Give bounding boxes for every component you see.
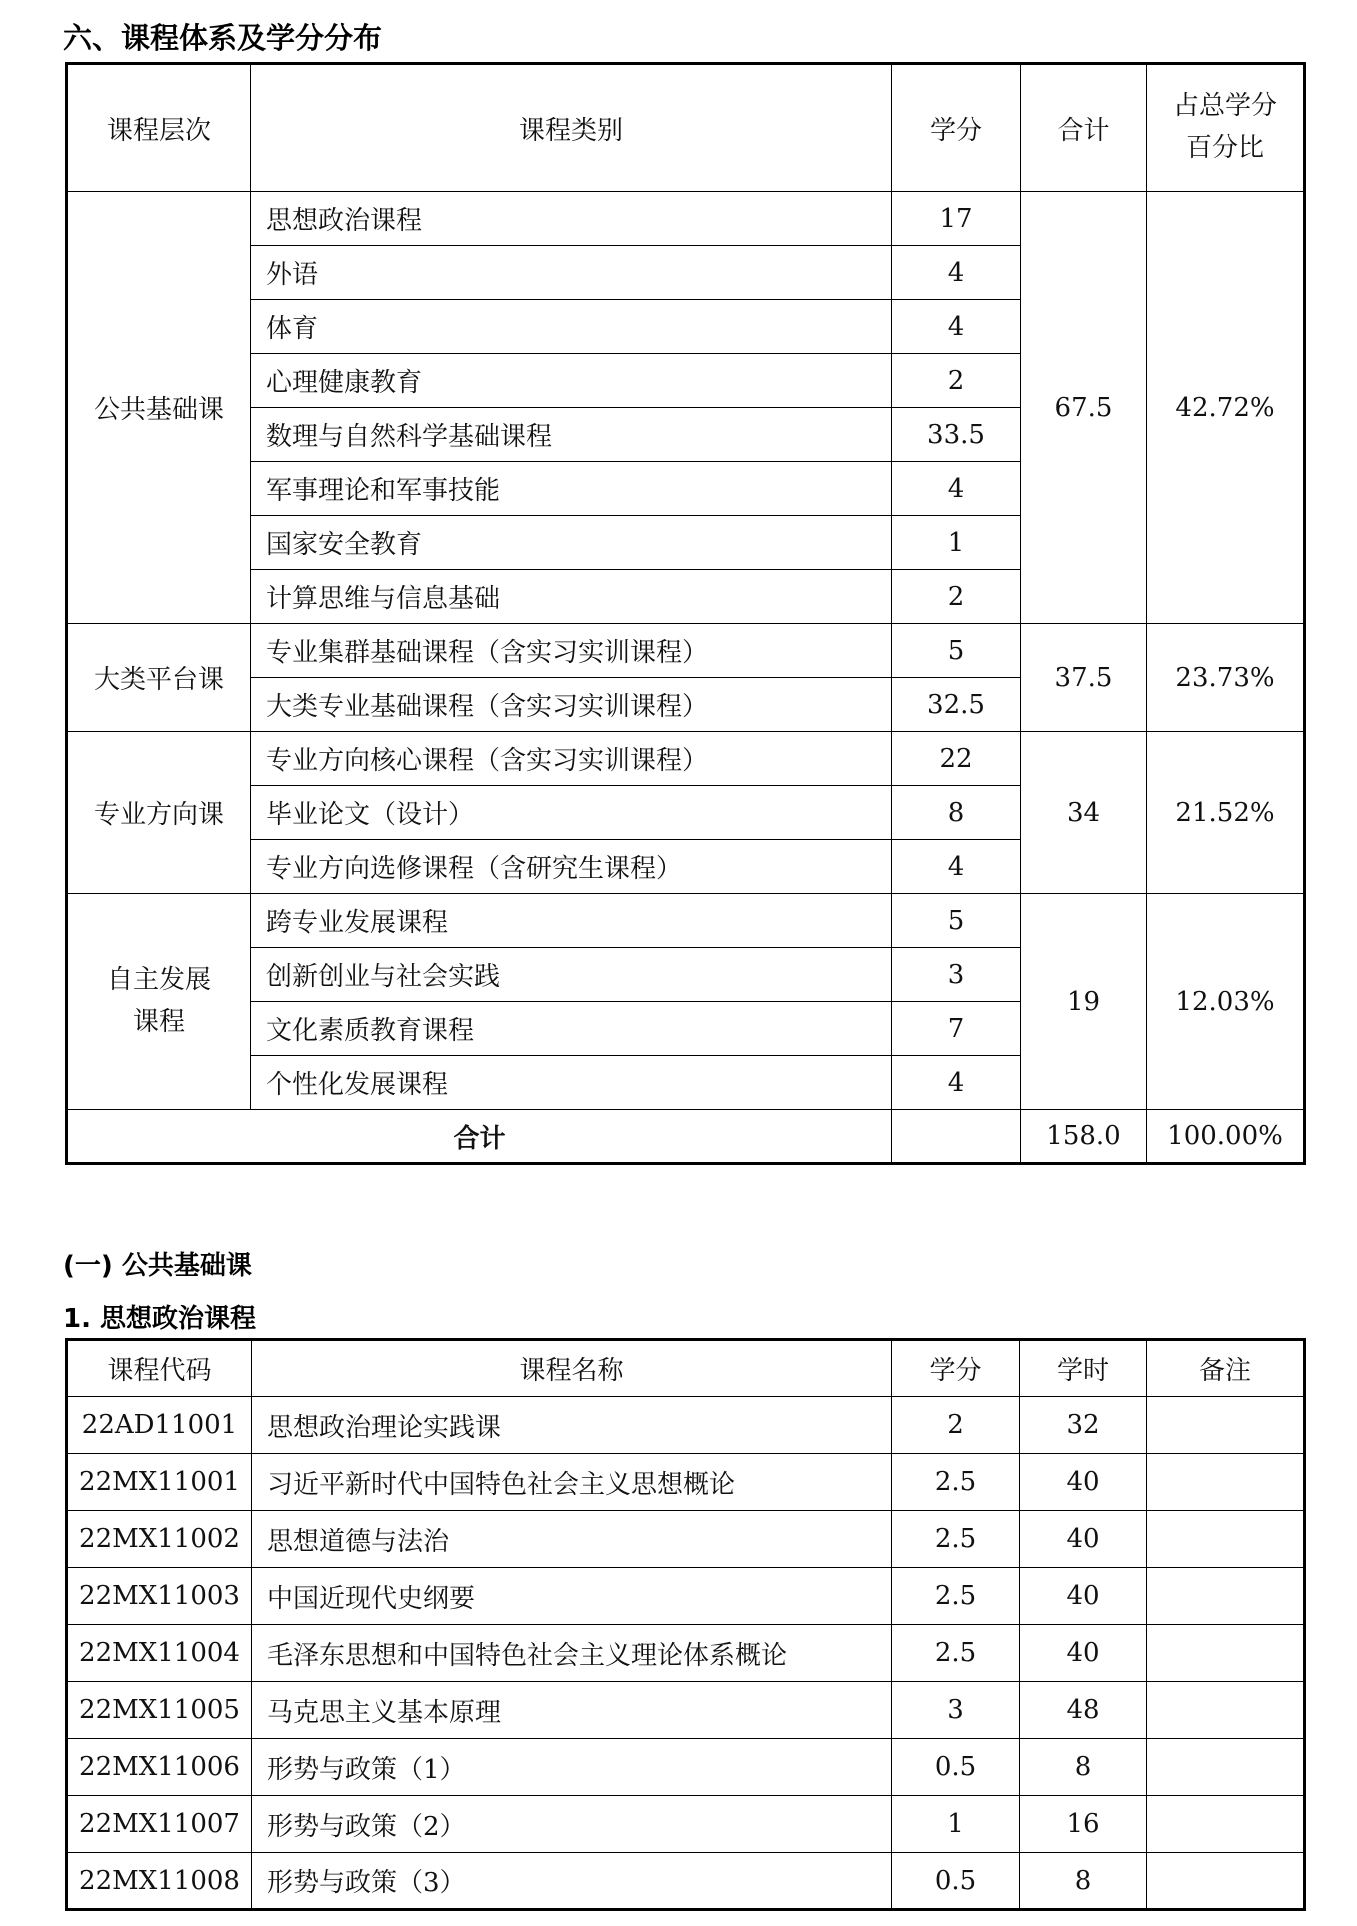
table-row	[67, 1853, 1305, 1910]
credits-cell: 1	[892, 1796, 1020, 1853]
table-row	[67, 1796, 1305, 1853]
code-cell: 22MX11007	[67, 1796, 252, 1853]
hours-cell: 40	[1020, 1511, 1147, 1568]
credits-cell: 5	[892, 894, 1021, 948]
name-cell: 形势与政策（1）	[252, 1739, 892, 1796]
code-cell: 22MX11003	[67, 1568, 252, 1625]
category-cell: 外语	[251, 246, 892, 300]
name-cell: 中国近现代史纲要	[252, 1568, 892, 1625]
name-cell: 形势与政策（2）	[252, 1796, 892, 1853]
percent-cell: 23.73%	[1147, 624, 1305, 732]
name-cell: 习近平新时代中国特色社会主义思想概论	[252, 1454, 892, 1511]
code-cell: 22MX11005	[67, 1682, 252, 1739]
credits-cell: 33.5	[892, 408, 1021, 462]
credits-cell: 22	[892, 732, 1021, 786]
credits-cell: 3	[892, 948, 1021, 1002]
course-list-table	[65, 1338, 1306, 1911]
credits-cell: 2.5	[892, 1568, 1020, 1625]
category-cell: 大类专业基础课程（含实习实训课程）	[251, 678, 892, 732]
credits-cell: 8	[892, 786, 1021, 840]
category-cell: 创新创业与社会实践	[251, 948, 892, 1002]
credits-cell: 2.5	[892, 1454, 1020, 1511]
notes-cell	[1147, 1511, 1305, 1568]
category-cell: 跨专业发展课程	[251, 894, 892, 948]
category-cell: 专业方向核心课程（含实习实训课程）	[251, 732, 892, 786]
level-cell: 公共基础课	[67, 192, 251, 624]
hours-cell: 8	[1020, 1853, 1147, 1910]
credits-cell: 4	[892, 462, 1021, 516]
category-cell: 军事理论和军事技能	[251, 462, 892, 516]
notes-cell	[1147, 1397, 1305, 1454]
credits-cell: 5	[892, 624, 1021, 678]
credits-cell: 2	[892, 354, 1021, 408]
table-header-row	[67, 64, 1305, 192]
credits-cell: 17	[892, 192, 1021, 246]
category-cell: 个性化发展课程	[251, 1056, 892, 1110]
subtotal-cell: 67.5	[1021, 192, 1147, 624]
notes-cell	[1147, 1796, 1305, 1853]
hours-cell: 16	[1020, 1796, 1147, 1853]
subsection-title: (一) 公共基础课	[63, 1251, 252, 1281]
credits-cell: 4	[892, 840, 1021, 894]
header-hours: 学时	[1020, 1340, 1147, 1397]
category-cell: 专业集群基础课程（含实习实训课程）	[251, 624, 892, 678]
category-cell: 计算思维与信息基础	[251, 570, 892, 624]
hours-cell: 8	[1020, 1739, 1147, 1796]
subsubsection-title: 1. 思想政治课程	[63, 1304, 257, 1334]
notes-cell	[1147, 1568, 1305, 1625]
category-cell: 国家安全教育	[251, 516, 892, 570]
code-cell: 22MX11001	[67, 1454, 252, 1511]
table-row	[67, 192, 1305, 246]
level-cell: 专业方向课	[67, 732, 251, 894]
percent-cell: 21.52%	[1147, 732, 1305, 894]
credits-cell: 32.5	[892, 678, 1021, 732]
table-row	[67, 1397, 1305, 1454]
percent-cell: 12.03%	[1147, 894, 1305, 1110]
category-cell: 专业方向选修课程（含研究生课程）	[251, 840, 892, 894]
name-cell: 思想政治理论实践课	[252, 1397, 892, 1454]
notes-cell	[1147, 1682, 1305, 1739]
total-percent: 100.00%	[1147, 1110, 1305, 1164]
notes-cell	[1147, 1454, 1305, 1511]
credits-cell: 4	[892, 1056, 1021, 1110]
code-cell: 22MX11004	[67, 1625, 252, 1682]
hours-cell: 32	[1020, 1397, 1147, 1454]
header-name: 课程名称	[252, 1340, 892, 1397]
level-cell: 大类平台课	[67, 624, 251, 732]
name-cell: 形势与政策（3）	[252, 1853, 892, 1910]
credit-distribution-table	[65, 62, 1306, 1165]
table-row	[67, 1625, 1305, 1682]
header-credits: 学分	[892, 64, 1021, 192]
table-row	[67, 1682, 1305, 1739]
table-row	[67, 1739, 1305, 1796]
section-title: 六、课程体系及学分分布	[63, 21, 383, 55]
credits-cell: 0.5	[892, 1853, 1020, 1910]
category-cell: 思想政治课程	[251, 192, 892, 246]
credits-cell: 4	[892, 246, 1021, 300]
table-row	[67, 894, 1305, 948]
subtotal-cell: 34	[1021, 732, 1147, 894]
hours-cell: 48	[1020, 1682, 1147, 1739]
hours-cell: 40	[1020, 1568, 1147, 1625]
header-code: 课程代码	[67, 1340, 252, 1397]
name-cell: 思想道德与法治	[252, 1511, 892, 1568]
category-cell: 数理与自然科学基础课程	[251, 408, 892, 462]
table-row	[67, 1568, 1305, 1625]
level-cell: 自主发展 课程	[67, 894, 251, 1110]
hours-cell: 40	[1020, 1625, 1147, 1682]
credits-cell: 2.5	[892, 1625, 1020, 1682]
table-header-row	[67, 1340, 1305, 1397]
total-row	[67, 1110, 1305, 1164]
header-subtotal: 合计	[1021, 64, 1147, 192]
header-percent: 占总学分 百分比	[1147, 64, 1305, 192]
header-level: 课程层次	[67, 64, 251, 192]
table-row	[67, 1511, 1305, 1568]
category-cell: 心理健康教育	[251, 354, 892, 408]
notes-cell	[1147, 1625, 1305, 1682]
subtotal-cell: 19	[1021, 894, 1147, 1110]
name-cell: 马克思主义基本原理	[252, 1682, 892, 1739]
name-cell: 毛泽东思想和中国特色社会主义理论体系概论	[252, 1625, 892, 1682]
category-cell: 体育	[251, 300, 892, 354]
code-cell: 22MX11002	[67, 1511, 252, 1568]
total-subtotal: 158.0	[1021, 1110, 1147, 1164]
header-credits: 学分	[892, 1340, 1020, 1397]
notes-cell	[1147, 1739, 1305, 1796]
percent-cell: 42.72%	[1147, 192, 1305, 624]
credits-cell: 2	[892, 570, 1021, 624]
credits-cell: 7	[892, 1002, 1021, 1056]
total-label: 合计	[67, 1110, 892, 1164]
credits-cell: 2.5	[892, 1511, 1020, 1568]
credits-cell: 4	[892, 300, 1021, 354]
hours-cell: 40	[1020, 1454, 1147, 1511]
table-row	[67, 732, 1305, 786]
total-credits-cell	[892, 1110, 1021, 1164]
table-row	[67, 1454, 1305, 1511]
credits-cell: 0.5	[892, 1739, 1020, 1796]
credits-cell: 2	[892, 1397, 1020, 1454]
category-cell: 文化素质教育课程	[251, 1002, 892, 1056]
header-category: 课程类别	[251, 64, 892, 192]
code-cell: 22MX11008	[67, 1853, 252, 1910]
credits-cell: 1	[892, 516, 1021, 570]
notes-cell	[1147, 1853, 1305, 1910]
header-notes: 备注	[1147, 1340, 1305, 1397]
code-cell: 22MX11006	[67, 1739, 252, 1796]
credits-cell: 3	[892, 1682, 1020, 1739]
table-row	[67, 624, 1305, 678]
subtotal-cell: 37.5	[1021, 624, 1147, 732]
code-cell: 22AD11001	[67, 1397, 252, 1454]
category-cell: 毕业论文（设计）	[251, 786, 892, 840]
